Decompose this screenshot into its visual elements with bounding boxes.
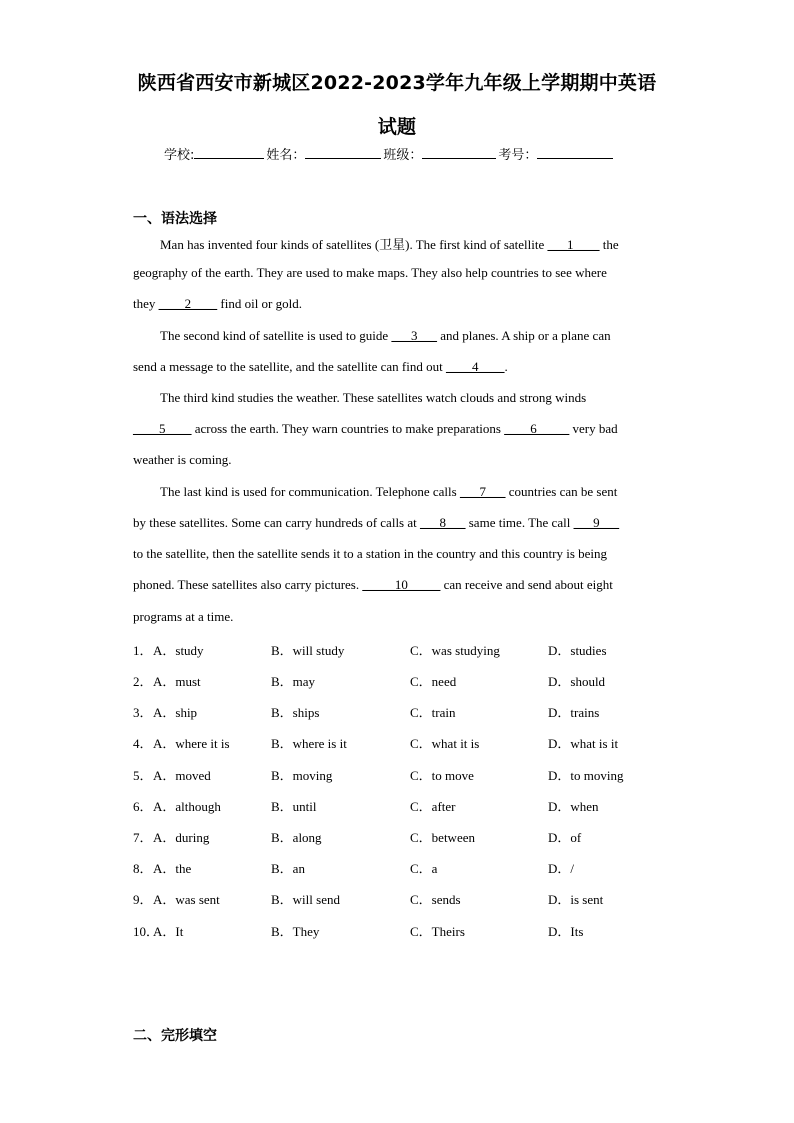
passage-line: phoned. These satellites also carry pictures. _____10_____ can receive and send about eight — [133, 577, 613, 592]
blank-1: ___1____ — [547, 237, 600, 252]
option-c[interactable]: C．was studying — [410, 643, 500, 658]
passage-line: ____5____ across the earth. They warn countries to make preparations ____6_____ very bad — [133, 421, 618, 436]
option-b[interactable]: B．ships — [271, 705, 320, 720]
option-b[interactable]: B．moving — [271, 768, 333, 783]
option-d[interactable]: D．what is it — [548, 736, 619, 751]
option-a[interactable]: A．moved — [153, 768, 211, 783]
option-a[interactable]: A．during — [153, 830, 210, 845]
name-label: 姓名： — [266, 148, 306, 163]
option-b[interactable]: B．along — [271, 830, 322, 845]
option-c[interactable]: C．train — [410, 705, 456, 720]
passage-line: weather is coming. — [133, 452, 232, 467]
option-b[interactable]: B．until — [271, 799, 317, 814]
option-d[interactable]: D．Its — [548, 924, 584, 939]
passage-line: The third kind studies the weather. These satellites watch clouds and strong winds — [160, 390, 587, 405]
option-a[interactable]: A．must — [153, 674, 201, 689]
school-field[interactable] — [194, 145, 264, 159]
option-a[interactable]: A．It — [153, 924, 184, 939]
student-info-row — [164, 144, 615, 163]
option-a[interactable]: A．was sent — [153, 892, 220, 907]
option-b[interactable]: B．may — [271, 674, 316, 689]
exam-no-label: 考号： — [498, 148, 538, 163]
option-d[interactable]: D．to moving — [548, 768, 624, 783]
option-b[interactable]: B．will study — [271, 643, 345, 658]
question-number: 4． — [133, 736, 153, 751]
question-number: 1． — [133, 643, 153, 658]
question-number: 9． — [133, 892, 153, 907]
option-c[interactable]: C．Theirs — [410, 924, 465, 939]
passage-line: send a message to the satellite, and the satellite can find out ____4____. — [133, 359, 508, 374]
option-d[interactable]: D．trains — [548, 705, 600, 720]
option-d[interactable]: D．of — [548, 830, 582, 845]
passage-line: they ____2____ find oil or gold. — [133, 296, 302, 311]
question-number: 5． — [133, 768, 153, 783]
option-c[interactable]: C．between — [410, 830, 475, 845]
blank-2: ____2____ — [158, 296, 218, 311]
option-b[interactable]: B．They — [271, 924, 320, 939]
option-d[interactable]: D．when — [548, 799, 599, 814]
option-c[interactable]: C．a — [410, 861, 438, 876]
question-number: 10． — [133, 924, 160, 939]
blank-6: ____6_____ — [504, 421, 570, 436]
name-field[interactable] — [305, 145, 381, 159]
page-title-line2: 试题 — [377, 116, 417, 138]
page-title: 陕西省西安市新城区2022-2023学年九年级上学期期中英语 — [137, 72, 657, 94]
class-label: 班级： — [383, 148, 423, 163]
option-c[interactable]: C．sends — [410, 892, 461, 907]
option-d[interactable]: D．/ — [548, 861, 575, 876]
class-field[interactable] — [422, 145, 496, 159]
school-label: 学校: — [164, 148, 195, 163]
option-a[interactable]: A．ship — [153, 705, 198, 720]
passage-line: Man has invented four kinds of satellites (卫星). The first kind of satellite ___1____ the — [160, 237, 619, 252]
option-c[interactable]: C．to move — [410, 768, 474, 783]
option-c[interactable]: C．need — [410, 674, 457, 689]
option-d[interactable]: D．studies — [548, 643, 607, 658]
question-number: 6． — [133, 799, 153, 814]
option-b[interactable]: B．where is it — [271, 736, 347, 751]
option-a[interactable]: A．although — [153, 799, 221, 814]
question-number: 8． — [133, 861, 153, 876]
exam-no-field[interactable] — [537, 145, 613, 159]
passage-line: programs at a time. — [133, 609, 234, 624]
option-b[interactable]: B．an — [271, 861, 305, 876]
option-c[interactable]: C．what it is — [410, 736, 480, 751]
passage-line: geography of the earth. They are used to make maps. They also help countries to see where — [133, 265, 607, 280]
question-number: 3． — [133, 705, 153, 720]
option-d[interactable]: D．should — [548, 674, 606, 689]
blank-9: ___9___ — [573, 515, 620, 530]
option-b[interactable]: B．will send — [271, 892, 340, 907]
passage-line: by these satellites. Some can carry hundreds of calls at ___8___ same time. The call ___9___ — [133, 515, 620, 530]
option-d[interactable]: D．is sent — [548, 892, 604, 907]
option-a[interactable]: A．study — [153, 643, 204, 658]
blank-7: ___7___ — [459, 484, 506, 499]
section-heading-cloze: 二、完形填空 — [133, 1028, 217, 1044]
passage-line: to the satellite, then the satellite sends it to a station in the country and this country is being — [133, 546, 608, 561]
passage-line: The last kind is used for communication. Telephone calls ___7___ countries can be sent — [160, 484, 618, 499]
blank-10: _____10_____ — [362, 577, 441, 592]
passage-line: The second kind of satellite is used to guide ___3___ and planes. A ship or a plane can — [160, 328, 611, 343]
question-number: 2． — [133, 674, 153, 689]
blank-8: ___8___ — [420, 515, 466, 530]
blank-3: ___3___ — [391, 328, 437, 343]
blank-4: ____4____ — [445, 359, 505, 374]
option-a[interactable]: A．where it is — [153, 736, 230, 751]
question-number: 7． — [133, 830, 153, 845]
option-c[interactable]: C．after — [410, 799, 456, 814]
option-a[interactable]: A．the — [153, 861, 192, 876]
blank-5: ____5____ — [133, 421, 192, 436]
section-heading-grammar: 一、语法选择 — [133, 211, 217, 227]
